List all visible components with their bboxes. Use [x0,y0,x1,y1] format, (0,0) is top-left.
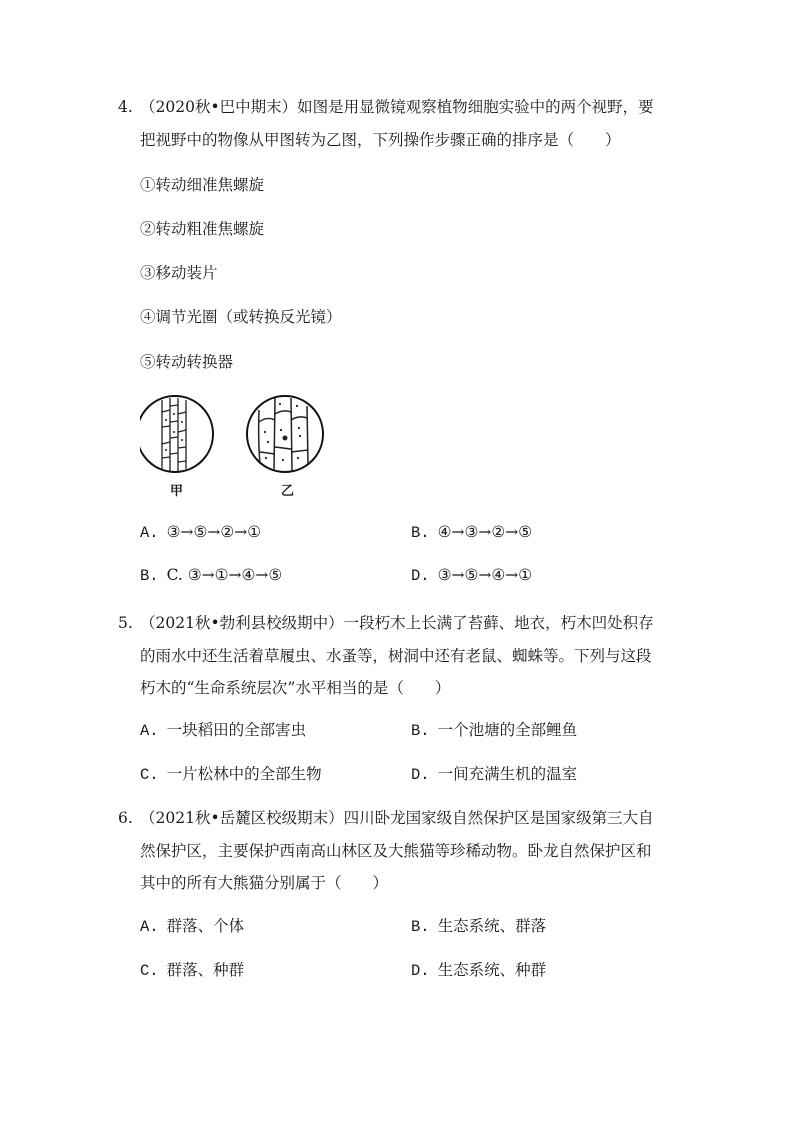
q5-stem-line1: （2021秋•勃利县校级期中）一段朽木上长满了苔藓、地衣，朽木凹处积存 [140,614,654,632]
q5-option-a [140,718,306,740]
q6-option-a [140,914,244,936]
q4-option-a-letter: A. [140,524,159,542]
q6-option-b-letter: B. [411,918,430,936]
field-jia [140,396,213,472]
q5-option-c [140,762,322,784]
q4-option-c [140,566,282,585]
q5-option-d [411,762,577,784]
q4-option-c-letter: B. [140,567,159,585]
q4-option-d-letter: D. [411,567,430,585]
q4-option-a [140,523,261,542]
figure-label-yi: 乙 [281,484,295,499]
q6-option-b [411,914,546,936]
q5-option-c-text: 一片松林中的全部生物 [166,765,322,783]
q4-step-3: ③移动装片 [140,264,218,282]
q4-option-d-text: ③→⑤→④→① [437,566,533,584]
q5-stem-line2: 的雨水中还生活着草履虫、水蚤等，树洞中还有老鼠、蜘蛛等。下列与这段 [140,647,652,665]
q4-step-5: ⑤转动转换器 [140,353,234,371]
q5-option-b-letter: B. [411,722,430,740]
q4-step-4: ④调节光圈（或转换反光镜） [140,308,342,326]
q6-option-a-text: 群落、个体 [166,917,245,935]
q5-option-c-letter: C. [140,766,159,784]
q6-option-d-letter: D. [411,962,430,980]
q6-option-c [140,958,244,980]
q4-option-b-letter: B. [411,524,430,542]
q6-option-c-letter: C. [140,962,159,980]
figure-label-jia: 甲 [170,484,184,499]
q5-stem-line3: 朽木的“生命系统层次”水平相当的是（ ） [140,679,451,697]
q4-option-a-text: ③→⑤→②→① [166,523,262,541]
q6-option-b-text: 生态系统、群落 [437,917,547,935]
q4-stem-line2: 把视野中的物像从甲图转为乙图，下列操作步骤正确的排序是（ ） [140,131,621,149]
q6-stem-line3: 其中的所有大熊猫分别属于（ ） [140,874,389,892]
q5-option-d-letter: D. [411,766,430,784]
q5-option-d-text: 一间充满生机的温室 [437,765,578,783]
q5-option-a-text: 一块稻田的全部害虫 [166,721,307,739]
q6-option-d [411,958,546,980]
q4-option-b [411,523,532,542]
q5-option-a-letter: A. [140,722,159,740]
q4-stem-line1: （2020秋•巴中期末）如图是用显微镜观察植物细胞实验中的两个视野，要 [140,98,654,116]
q6-stem-line2: 然保护区，主要保护西南高山林区及大熊猫等珍稀动物。卧龙自然保护区和 [140,842,652,860]
q4-option-d [411,566,532,585]
q4-option-b-text: ④→③→②→⑤ [437,523,533,541]
q4-option-c-text: C. ③→①→④→⑤ [166,566,283,584]
q6-option-a-letter: A. [140,918,159,936]
microscope-fields-figure [140,392,340,502]
q6-stem-line1: （2021秋•岳麓区校级期末）四川卧龙国家级自然保护区是国家级第三大自 [140,809,654,827]
q4-number: 4. [118,98,133,116]
q4-step-1: ①转动细准焦螺旋 [140,176,265,194]
q5-option-b [411,718,577,740]
q5-option-b-text: 一个池塘的全部鲤鱼 [437,721,578,739]
q4-step-2: ②转动粗准焦螺旋 [140,220,265,238]
q6-option-c-text: 群落、种群 [166,961,245,979]
q6-option-d-text: 生态系统、种群 [437,961,547,979]
field-yi [247,396,323,472]
q5-number: 5. [118,614,133,632]
q6-number: 6. [118,809,133,827]
